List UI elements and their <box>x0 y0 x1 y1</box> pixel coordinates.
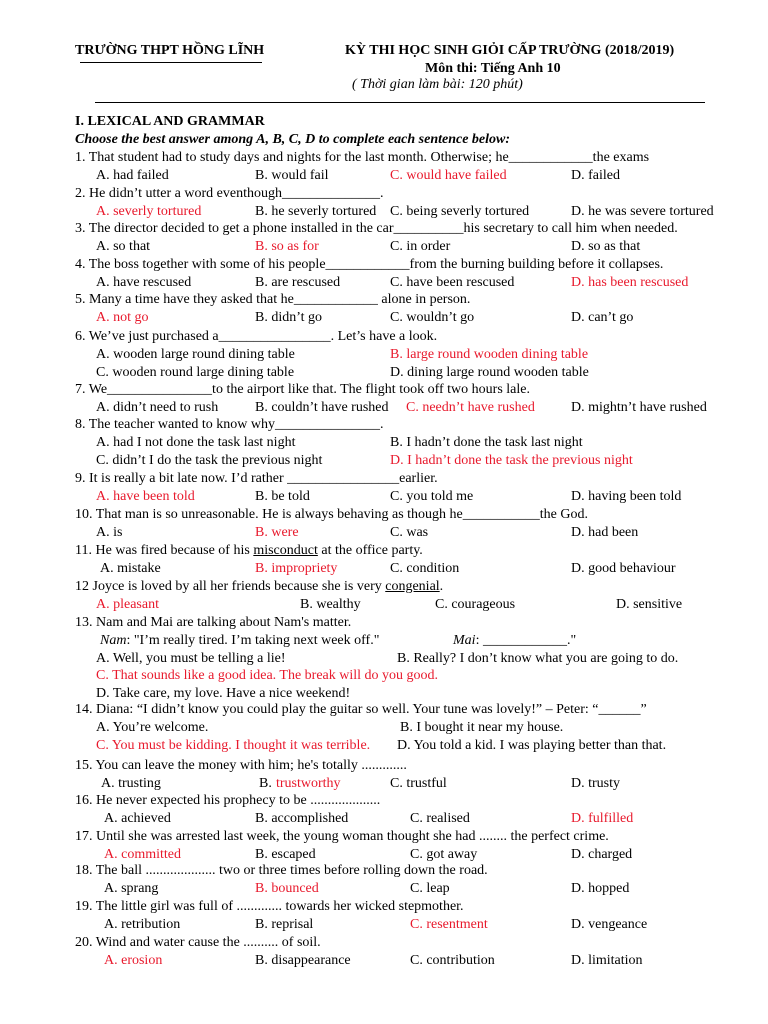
answer-option-correct: A. severly tortured <box>96 204 202 219</box>
question-stem: 9. It is really a bit late now. I’d rather ________________earlier. <box>75 471 438 486</box>
answer-option: D. can’t go <box>571 310 634 325</box>
answer-option: D. trusty <box>571 776 620 791</box>
question-stem: 20. Wind and water cause the .......... of soil. <box>75 935 321 950</box>
answer-option: A. didn’t need to rush <box>96 400 219 415</box>
answer-option: C. in order <box>390 239 451 254</box>
answer-option: B. I hadn’t done the task last night <box>390 435 583 450</box>
answer-option: C. wouldn’t go <box>390 310 475 325</box>
question-stem: 13. Nam and Mai are talking about Nam's matter. <box>75 615 352 630</box>
answer-option-correct: A. pleasant <box>96 597 159 612</box>
question-stem: 10. That man is so unreasonable. He is always behaving as though he___________the God. <box>75 507 588 522</box>
answer-option: A. mistake <box>100 561 161 576</box>
question-stem <box>75 578 443 596</box>
question-stem: 6. We’ve just purchased a________________. Let’s have a look. <box>75 329 438 344</box>
subject-line: Môn thi: Tiếng Anh 10 <box>425 61 561 76</box>
answer-option: B. Really? I don’t know what you are going to do. <box>397 651 679 666</box>
answer-option: A. Well, you must be telling a lie! <box>96 651 286 666</box>
answer-option: C. you told me <box>390 489 474 504</box>
stem-text: 12 Joyce is loved by all her friends because she is very <box>75 579 386 594</box>
section-instruction: Choose the best answer among A, B, C, D to complete each sentence below: <box>75 132 511 147</box>
answer-option-correct: A. not go <box>96 310 149 325</box>
underlined-word: misconduct <box>253 543 318 558</box>
answer-option: C. wooden round large dining table <box>96 365 295 380</box>
speaker-line: : "I’m really tired. I’m taking next week off." <box>126 633 380 648</box>
dialog-line <box>453 632 576 650</box>
answer-option-correct: C. needn’t have rushed <box>406 400 535 415</box>
answer-option: A. is <box>96 525 123 540</box>
exam-title: KỲ THI HỌC SINH GIỎI CẤP TRƯỜNG (2018/2019) <box>345 43 675 58</box>
answer-option-correct: C. would have failed <box>390 168 507 183</box>
answer-option-correct: A. committed <box>104 847 181 862</box>
answer-option: C. trustful <box>390 776 447 791</box>
section-title: I. LEXICAL AND GRAMMAR <box>75 114 265 129</box>
answer-option: B. couldn’t have rushed <box>255 400 389 415</box>
answer-option: B. escaped <box>255 847 316 862</box>
answer-option: B. I bought it near my house. <box>400 720 564 735</box>
question-stem: 15. You can leave the money with him; he's totally ............. <box>75 758 407 773</box>
answer-option: A. You’re welcome. <box>96 720 209 735</box>
answer-option: B. <box>259 776 272 791</box>
answer-option-correct: B. large round wooden dining table <box>390 347 589 362</box>
answer-option: D. hopped <box>571 881 630 896</box>
answer-option: C. condition <box>390 561 460 576</box>
answer-option: B. be told <box>255 489 310 504</box>
answer-option: C. got away <box>410 847 478 862</box>
answer-option: B. disappearance <box>255 953 351 968</box>
answer-option: C. was <box>390 525 429 540</box>
answer-option: D. had been <box>571 525 639 540</box>
answer-option: A. retribution <box>104 917 181 932</box>
answer-option: D. sensitive <box>616 597 683 612</box>
question-stem: 5. Many a time have they asked that he____________ alone in person. <box>75 292 471 307</box>
answer-option: D. Take care, my love. Have a nice weekend! <box>96 686 351 701</box>
question-stem: 17. Until she was arrested last week, the young woman thought she had ........ the perfect crime. <box>75 829 609 844</box>
school-underline <box>80 62 262 63</box>
answer-option: A. wooden large round dining table <box>96 347 295 362</box>
dialog-line <box>100 632 379 650</box>
question-stem: 18. The ball .................... two or three times before rolling down the road. <box>75 863 488 878</box>
answer-option: A. trusting <box>101 776 161 791</box>
speaker-line: : ____________." <box>475 633 577 648</box>
answer-option: D. failed <box>571 168 620 183</box>
school-name: TRƯỜNG THPT HỒNG LĨNH <box>75 43 265 58</box>
answer-option: B. wealthy <box>300 597 361 612</box>
answer-option-correct: C. resentment <box>410 917 488 932</box>
question-stem: 19. The little girl was full of ............. towards her wicked stepmother. <box>75 899 464 914</box>
answer-option: B. didn’t go <box>255 310 323 325</box>
question-stem: 16. He never expected his prophecy to be .................... <box>75 793 381 808</box>
header-rule <box>95 102 705 103</box>
speaker-name: Nam <box>100 633 127 648</box>
stem-text: at the office party. <box>317 543 423 558</box>
answer-option: A. so that <box>96 239 151 254</box>
answer-option: B. are rescused <box>255 275 341 290</box>
answer-option-correct: A. have been told <box>96 489 195 504</box>
answer-option-correct: B. impropriety <box>255 561 338 576</box>
answer-option: A. have rescused <box>96 275 192 290</box>
answer-option: D. good behaviour <box>571 561 676 576</box>
question-stem: 2. He didn’t utter a word eventhough______________. <box>75 186 384 201</box>
question-stem: 7. We_______________to the airport like that. The flight took off two hours lale. <box>75 382 530 397</box>
answer-option-correct: B. bounced <box>255 881 319 896</box>
answer-option: A. had failed <box>96 168 169 183</box>
question-stem <box>75 542 423 560</box>
answer-option-correct: B. so as for <box>255 239 319 254</box>
answer-option: B. would fail <box>255 168 329 183</box>
answer-option: A. had I not done the task last night <box>96 435 296 450</box>
answer-option-correct: C. That sounds like a good idea. The break will do you good. <box>96 668 439 683</box>
answer-option-correct: D. fulfilled <box>571 811 634 826</box>
answer-option: C. realised <box>410 811 470 826</box>
question-stem: 1. That student had to study days and nights for the last month. Otherwise; he____________the exams <box>75 150 650 165</box>
answer-option-correct: A. erosion <box>104 953 163 968</box>
answer-option: D. limitation <box>571 953 643 968</box>
answer-option: C. have been rescused <box>390 275 515 290</box>
answer-option: A. achieved <box>104 811 171 826</box>
question-stem: 14. Diana: “I didn’t know you could play the guitar so well. Your tune was lovely!” – Peter: “______” <box>75 702 647 717</box>
answer-option-correct: C. You must be kidding. I thought it was terrible. <box>96 738 371 753</box>
answer-option: D. vengeance <box>571 917 648 932</box>
answer-option-correct: trustworthy <box>276 776 341 791</box>
answer-option: D. dining large round wooden table <box>390 365 589 380</box>
answer-option: D. having been told <box>571 489 682 504</box>
underlined-word: congenial <box>385 579 440 594</box>
answer-option-correct: B. were <box>255 525 299 540</box>
stem-text: 11. He was fired because of his <box>75 543 254 558</box>
stem-text: . <box>439 579 444 594</box>
question-stem: 8. The teacher wanted to know why_______________. <box>75 417 384 432</box>
answer-option: B. accomplished <box>255 811 349 826</box>
answer-option: D. so as that <box>571 239 641 254</box>
answer-option: D. he was severe tortured <box>571 204 714 219</box>
answer-option: D. mightn’t have rushed <box>571 400 707 415</box>
answer-option: D. charged <box>571 847 633 862</box>
answer-option: C. being severly tortured <box>390 204 530 219</box>
answer-option: B. he severly tortured <box>255 204 377 219</box>
answer-option: A. sprang <box>104 881 159 896</box>
answer-option: C. didn’t I do the task the previous night <box>96 453 323 468</box>
answer-option: C. leap <box>410 881 450 896</box>
question-stem: 4. The boss together with some of his people____________from the burning building before it collapses. <box>75 257 664 272</box>
duration-line: ( Thời gian làm bài: 120 phút) <box>352 77 523 92</box>
answer-option: C. courageous <box>435 597 516 612</box>
answer-option-correct: D. has been rescused <box>571 275 689 290</box>
speaker-name: Mai <box>453 633 476 648</box>
answer-option: C. contribution <box>410 953 495 968</box>
answer-option-correct: D. I hadn’t done the task the previous night <box>390 453 633 468</box>
answer-option: B. reprisal <box>255 917 314 932</box>
question-stem: 3. The director decided to get a phone installed in the car__________his secretary to call him when needed. <box>75 221 678 236</box>
answer-option: D. You told a kid. I was playing better than that. <box>397 738 667 753</box>
